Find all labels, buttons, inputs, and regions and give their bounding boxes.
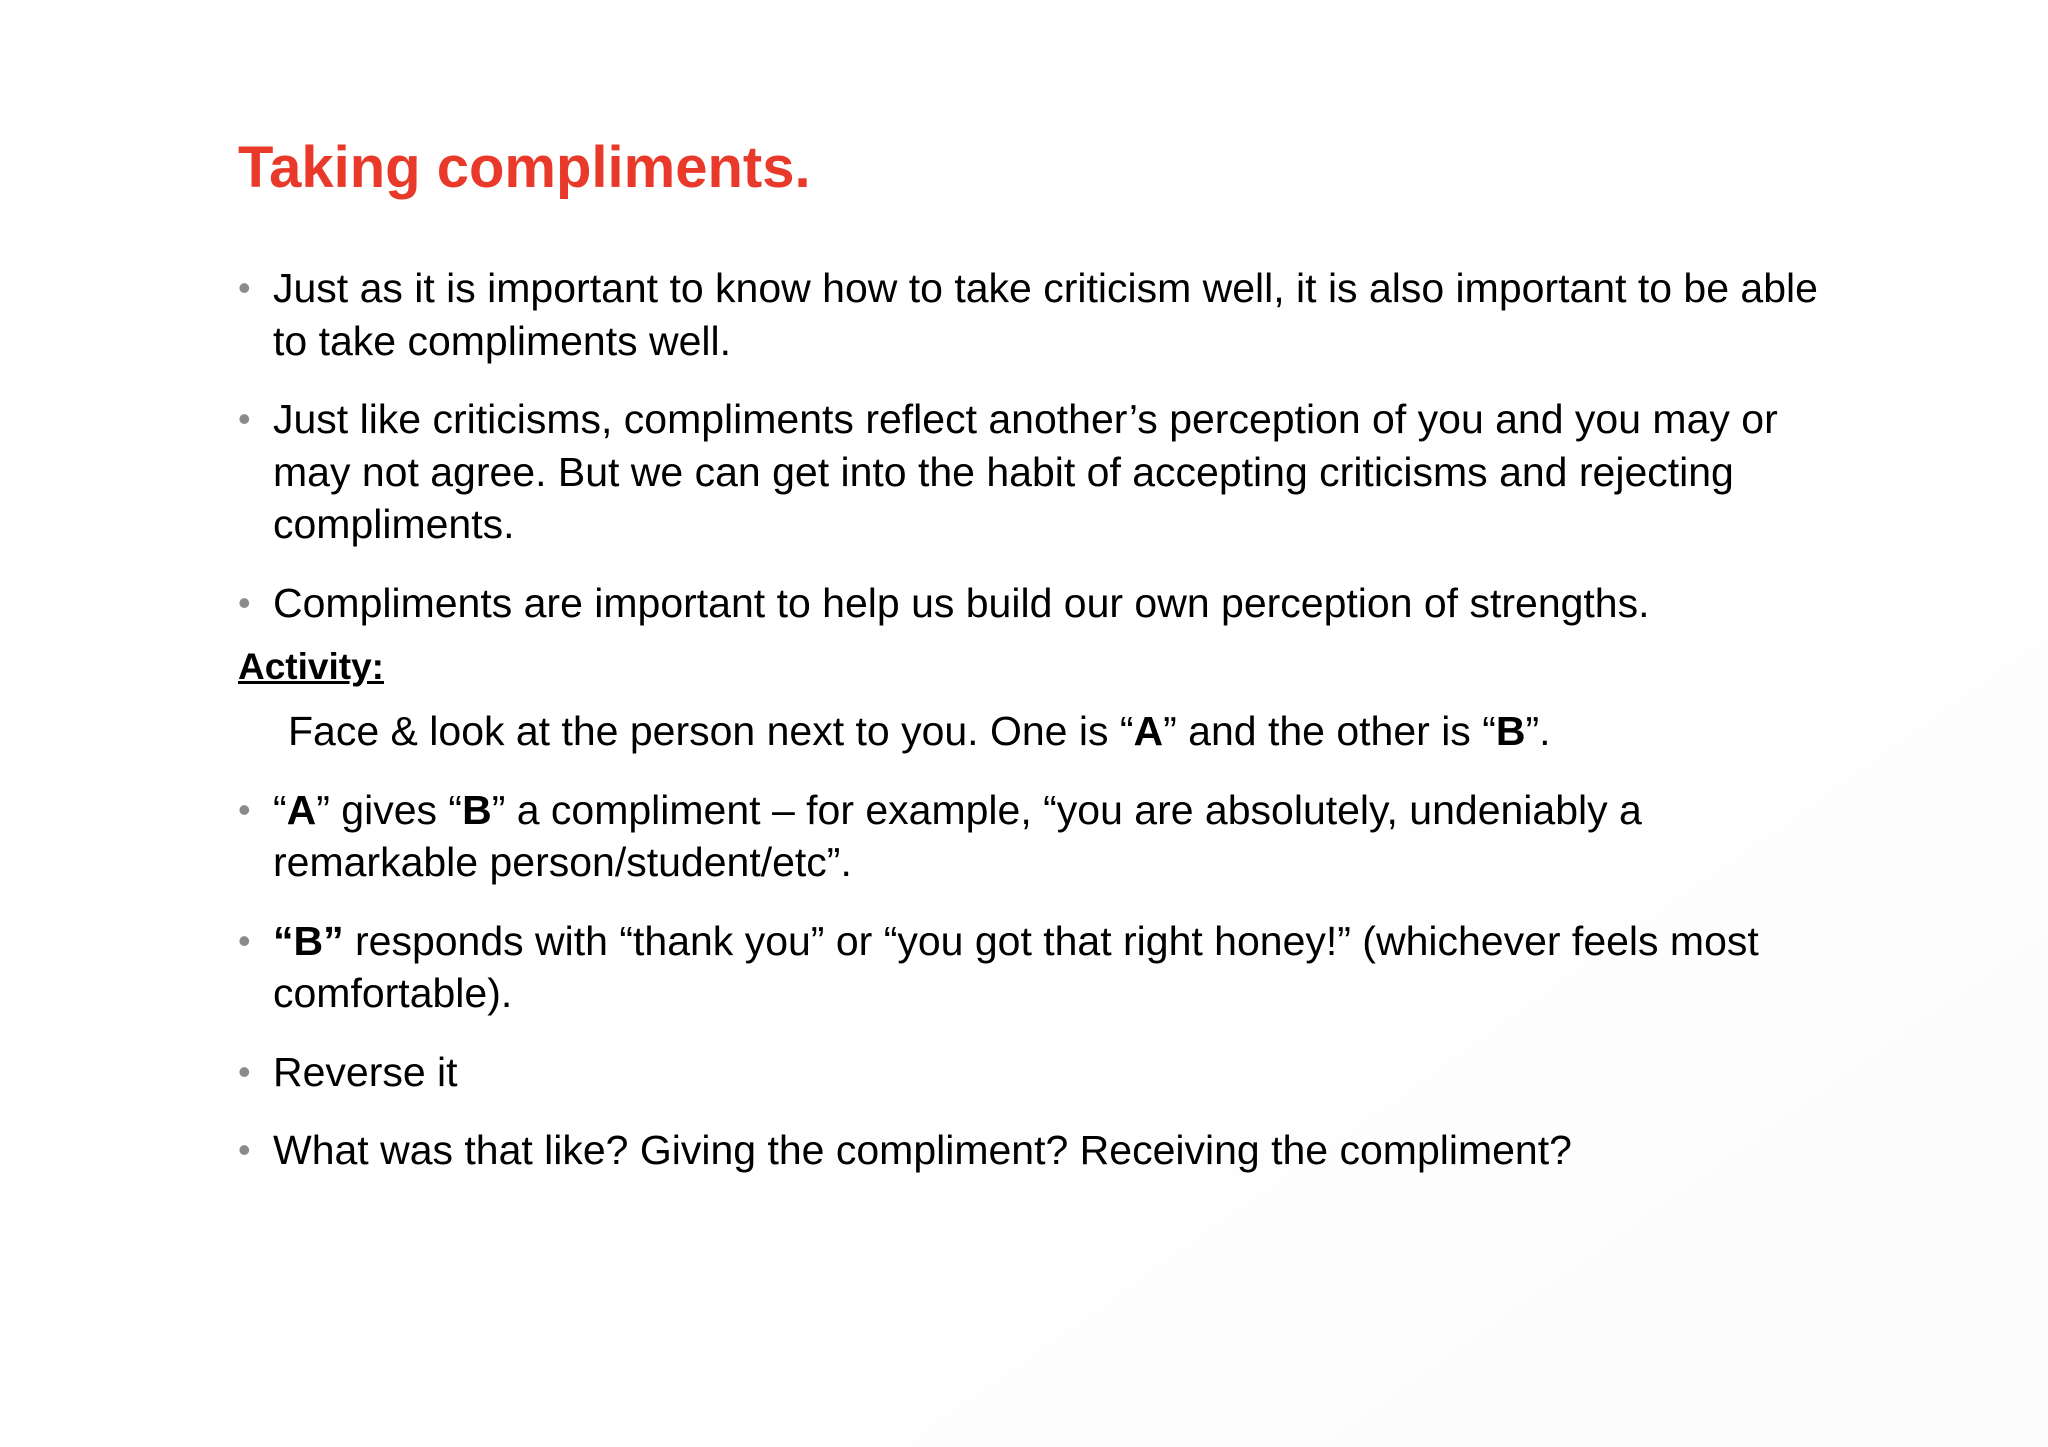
text-fragment: ” gives “: [316, 786, 463, 833]
label-a: A: [286, 786, 317, 833]
bullet-text: Compliments are important to help us build our own perception of strengths.: [273, 579, 1650, 626]
activity-intro: [238, 705, 1838, 758]
bullet-icon: •: [238, 788, 251, 830]
bullet-item: [238, 784, 1838, 889]
bullet-text: [273, 787, 1642, 886]
intro-text: Face & look at the person next to you. One is “: [288, 708, 1134, 754]
bullet-text: Just as it is important to know how to take criticism well, it is also important to be able to take compliments well.: [273, 265, 1818, 364]
text-fragment: ” a compliment – for example, “you are absolutely, undeniably a remarkable person/student/etc”.: [273, 786, 1642, 885]
activity-heading: Activity:: [238, 646, 384, 687]
text-fragment: “: [273, 786, 287, 833]
intro-text: ”.: [1525, 708, 1551, 754]
bullet-item: [238, 1046, 1838, 1099]
bullet-icon: •: [238, 398, 251, 439]
text-fragment: responds with “thank you” or “you got that right honey!” (whichever feels most comfortable).: [273, 917, 1759, 1016]
label-b: B: [1495, 708, 1526, 754]
bullet-item: [238, 262, 1838, 367]
label-b: “B”: [273, 917, 344, 964]
bullet-icon: •: [238, 919, 251, 961]
bullet-icon: •: [238, 267, 251, 308]
bullet-item: [238, 577, 1838, 630]
bullet-text: What was that like? Giving the compliment? Receiving the compliment?: [273, 1127, 1572, 1173]
intro-text: ” and the other is “: [1163, 708, 1496, 754]
bullet-text: Reverse it: [273, 1048, 458, 1095]
bullet-item: [238, 393, 1838, 551]
slide-content: [238, 262, 1838, 1177]
bullet-text: [273, 918, 1759, 1017]
bullet-icon: •: [238, 581, 251, 623]
bullet-text: Just like criticisms, compliments reflect another’s perception of you and you may or may not agree. But we can get into the habit of accepting criticisms and rejecting compliments.: [273, 396, 1778, 547]
label-a: A: [1133, 708, 1164, 754]
bullet-item: [238, 1124, 1838, 1177]
bullet-icon: •: [238, 1050, 251, 1092]
label-b: B: [462, 786, 492, 833]
bullet-item: [238, 915, 1838, 1020]
bullet-icon: •: [238, 1129, 251, 1170]
slide-title: Taking compliments.: [238, 135, 811, 200]
